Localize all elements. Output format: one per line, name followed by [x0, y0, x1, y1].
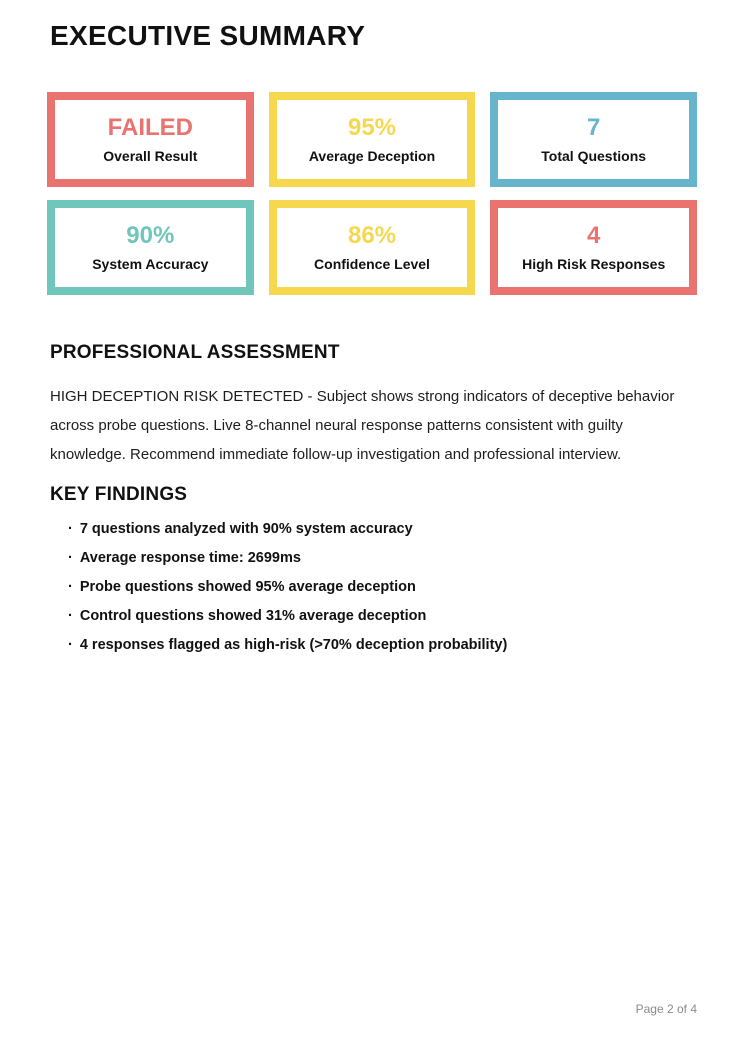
professional-assessment-heading: PROFESSIONAL ASSESSMENT — [50, 342, 340, 363]
stat-card-label: Total Questions — [541, 148, 647, 164]
key-finding-item — [68, 577, 697, 597]
key-finding-item — [68, 635, 697, 655]
stat-card-value: 4 — [586, 222, 601, 249]
stat-card-value: 7 — [586, 114, 601, 141]
stat-card-label: System Accuracy — [92, 256, 209, 272]
key-finding-text: 7 questions analyzed with 90% system accuracy — [79, 521, 413, 537]
stat-card — [269, 200, 476, 295]
stat-card-label: Overall Result — [103, 148, 198, 164]
bullet-icon: · — [68, 579, 73, 595]
stat-card-label: Confidence Level — [314, 256, 430, 272]
stat-card-value: 95% — [347, 114, 397, 141]
key-findings-heading: KEY FINDINGS — [50, 484, 188, 505]
key-finding-text: Average response time: 2699ms — [79, 550, 301, 566]
stat-card-label: Average Deception — [308, 148, 436, 164]
bullet-icon: · — [68, 521, 73, 537]
key-findings-list — [50, 519, 697, 655]
key-finding-text: Control questions showed 31% average deception — [79, 608, 427, 624]
stat-card — [47, 200, 254, 295]
key-findings-section — [50, 483, 697, 655]
key-finding-item — [68, 548, 697, 568]
professional-assessment-section — [50, 341, 697, 469]
key-finding-text: Probe questions showed 95% average deception — [79, 579, 416, 595]
stat-cards-grid — [47, 92, 697, 295]
page-title: EXECUTIVE SUMMARY — [50, 20, 366, 51]
bullet-icon: · — [68, 608, 73, 624]
stat-card-value: 86% — [347, 222, 397, 249]
stat-card — [269, 92, 476, 187]
key-finding-item — [68, 606, 697, 626]
key-finding-text: 4 responses flagged as high-risk (>70% deception probability) — [79, 637, 508, 653]
stat-card — [47, 92, 254, 187]
stat-card — [490, 92, 697, 187]
stat-card-value: FAILED — [107, 114, 193, 141]
bullet-icon: · — [68, 550, 73, 566]
stat-card — [490, 200, 697, 295]
stat-card-label: High Risk Responses — [522, 256, 666, 272]
page-number: Page 2 of 4 — [635, 1002, 697, 1016]
key-finding-item — [68, 519, 697, 539]
stat-card-value: 90% — [126, 222, 175, 249]
professional-assessment-body: HIGH DECEPTION RISK DETECTED - Subject shows strong indicators of deceptive behavior across probe questions. Live 8-channel neural response patterns consistent with guilty knowledge. Recommend immediate follow-up investigation and professional interview. — [50, 388, 675, 463]
bullet-icon: · — [68, 637, 73, 653]
